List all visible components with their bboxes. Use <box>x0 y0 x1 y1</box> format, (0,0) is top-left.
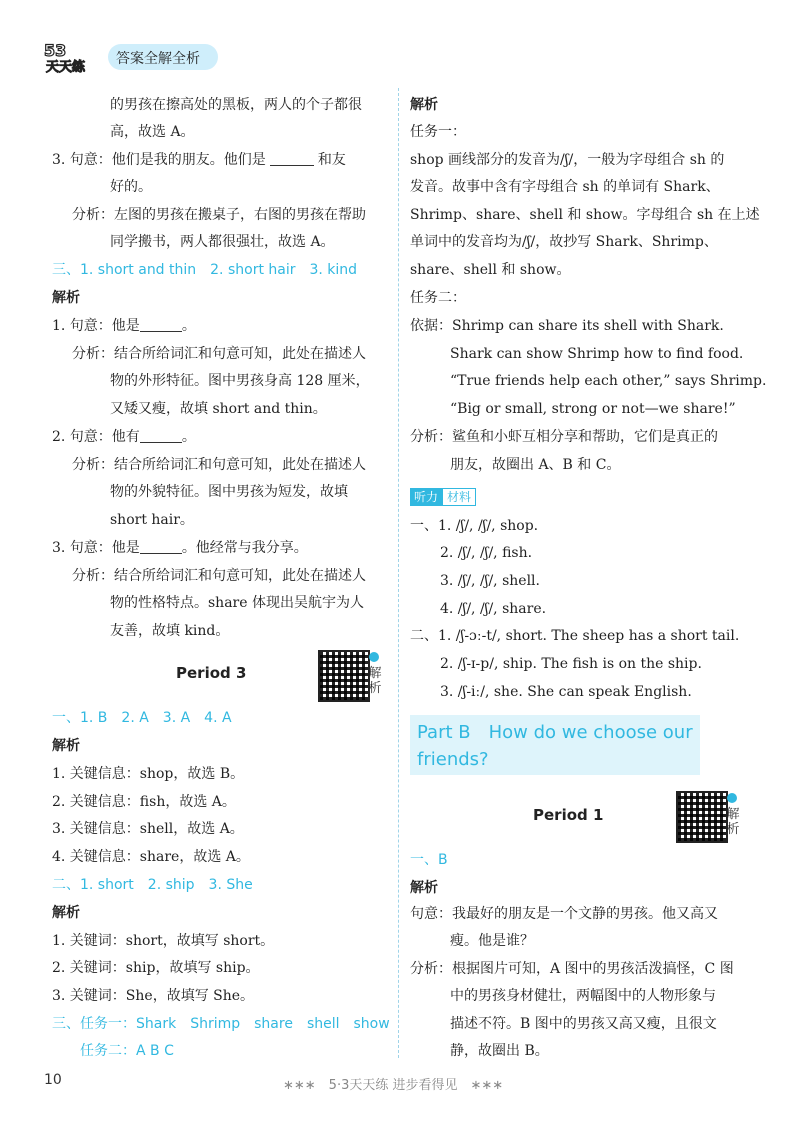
qr-label: 解析 <box>726 807 740 837</box>
answer-blank <box>140 428 182 443</box>
analysis-line: 物的外貌特征。图中男孩为短发，故填 <box>110 484 348 500</box>
evidence-line: “True friends help each other,” says Shrimp. <box>450 373 767 389</box>
meaning-line: 瘦。他是谁？ <box>450 933 534 949</box>
svg-text:天天练: 天天练 <box>46 60 86 74</box>
listening-line: 一、1. /ʃ/, /ʃ/, shop. <box>410 518 539 534</box>
analysis-line: 朋友，故圈出 A、B 和 C。 <box>450 457 621 473</box>
body-line: share、shell 和 show。 <box>410 262 571 278</box>
footer-slogan: ∗∗∗ 5·3天天练 进步看得见 ∗∗∗ <box>283 1078 504 1093</box>
listening-line: 4. /ʃ/, /ʃ/, share. <box>440 601 547 617</box>
analysis-heading: 解析 <box>52 905 80 921</box>
answer-section-2: 二、1. short 2. ship 3. She <box>52 877 253 893</box>
answer-task-2: 任务二：A B C <box>80 1043 174 1059</box>
answer-blank <box>140 539 182 554</box>
body-line: 发音。故事中含有字母组合 sh 的单词有 Shark、 <box>410 179 720 195</box>
analysis-line: 物的外形特征。图中男孩身高 128 厘米， <box>110 373 370 389</box>
column-divider <box>398 88 399 1058</box>
period-title: Period 1 <box>533 806 604 824</box>
task-label: 任务一： <box>410 124 466 140</box>
listening-line: 3. /ʃ/, /ʃ/, shell. <box>440 573 540 589</box>
question-3: 3. 句意：他们是我的朋友。他们是 和友 <box>52 152 346 168</box>
left-line: 的男孩在擦高处的黑板，两人的个子都很 <box>110 97 362 113</box>
analysis-line: 静，故圈出 B。 <box>450 1043 549 1059</box>
tag-material: 材料 <box>442 488 476 506</box>
part-b-title-cont: friends? <box>417 749 489 770</box>
analysis-line: 同学搬书，两人都很强壮，故选 A。 <box>110 234 335 250</box>
analysis-line: 中的男孩身材健壮，两幅图中的人物形象与 <box>450 988 716 1004</box>
play-icon <box>727 793 737 803</box>
meaning-line: 句意：我最好的朋友是一个文静的男孩。他又高又 <box>410 906 718 922</box>
task-label: 任务二： <box>410 290 466 306</box>
body-line: shop 画线部分的发音为/ʃ/，一般为字母组合 sh 的 <box>410 152 725 168</box>
listening-line: 2. /ʃ-ɪ-p/, ship. The fish is on the ship. <box>440 656 702 672</box>
brand-logo <box>42 40 100 74</box>
listening-line: 2. /ʃ/, /ʃ/, fish. <box>440 545 533 561</box>
key-info: 1. 关键信息：shop，故选 B。 <box>52 766 245 782</box>
analysis-line: 描述不符。B 图中的男孩又高又瘦，且很文 <box>450 1016 717 1032</box>
analysis-line: short hair。 <box>110 512 194 528</box>
part-b-title: Part B How do we choose our <box>417 722 693 743</box>
period-title: Period 3 <box>176 664 247 682</box>
listening-line: 二、1. /ʃ-ɔː-t/, short. The sheep has a short tail. <box>410 628 740 644</box>
analysis-heading: 解析 <box>410 880 438 896</box>
answer-section-1: 一、1. B 2. A 3. A 4. A <box>52 710 232 726</box>
tag-listening: 听力 <box>410 488 442 506</box>
answer-section-1: 一、B <box>410 852 448 868</box>
play-icon <box>369 652 379 662</box>
evidence-line: 依据：Shrimp can share its shell with Shark. <box>410 318 724 334</box>
analysis-line: 友善，故填 kind。 <box>110 623 230 639</box>
analysis-line: 分析：左图的男孩在搬桌子，右图的男孩在帮助 <box>72 207 366 223</box>
keyword: 1. 关键词：short，故填写 short。 <box>52 933 275 949</box>
key-info: 4. 关键信息：share，故选 A。 <box>52 849 250 865</box>
listening-line: 3. /ʃ-iː/, she. She can speak English. <box>440 684 692 700</box>
keyword: 2. 关键词：ship，故填写 ship。 <box>52 960 260 976</box>
page-number: 10 <box>44 1072 62 1088</box>
analysis-line: 分析：根据图片可知，A 图中的男孩活泼搞怪，C 图 <box>410 961 734 977</box>
analysis-heading: 解析 <box>52 738 80 754</box>
question-3: 3. 句意：他是 。他经常与我分享。 <box>52 540 308 556</box>
analysis-line: 分析：结合所给词汇和句意可知，此处在描述人 <box>72 346 366 362</box>
key-info: 3. 关键信息：shell，故选 A。 <box>52 821 244 837</box>
body-line: Shrimp、share、shell 和 show。字母组合 sh 在上述 <box>410 207 760 223</box>
analysis-heading: 解析 <box>410 97 438 113</box>
analysis-line: 物的性格特点。share 体现出吴航宇为人 <box>110 595 364 611</box>
left-line: 高，故选 A。 <box>110 124 195 140</box>
evidence-line: “Big or small, strong or not—we share!” <box>450 401 736 417</box>
answer-blank <box>140 317 182 332</box>
left-line: 好的。 <box>110 179 152 195</box>
header-badge: 答案全解全析 <box>116 51 200 67</box>
analysis-heading: 解析 <box>52 290 80 306</box>
listening-tag <box>410 488 476 506</box>
analysis-line: 分析：结合所给词汇和句意可知，此处在描述人 <box>72 568 366 584</box>
key-info: 2. 关键信息：fish，故选 A。 <box>52 794 236 810</box>
analysis-line: 又矮又瘦，故填 short and thin。 <box>110 401 327 417</box>
qr-label: 解析 <box>368 666 382 696</box>
analysis-line: 分析：结合所给词汇和句意可知，此处在描述人 <box>72 457 366 473</box>
answer-section-3: 三、任务一：Shark Shrimp share shell show <box>52 1016 390 1032</box>
answer-blank <box>270 151 314 166</box>
svg-text:53: 53 <box>44 41 67 60</box>
question-2: 2. 句意：他有 。 <box>52 429 196 445</box>
keyword: 3. 关键词：She，故填写 She。 <box>52 988 255 1004</box>
qr-code[interactable] <box>676 791 728 843</box>
evidence-line: Shark can show Shrimp how to find food. <box>450 346 744 362</box>
body-line: 单词中的发音均为/ʃ/，故抄写 Shark、Shrimp、 <box>410 234 718 250</box>
qr-code[interactable] <box>318 650 370 702</box>
analysis-line: 分析：鲨鱼和小虾互相分享和帮助，它们是真正的 <box>410 429 718 445</box>
question-1: 1. 句意：他是 。 <box>52 318 196 334</box>
answer-section-3: 三、1. short and thin 2. short hair 3. kind <box>52 262 358 278</box>
